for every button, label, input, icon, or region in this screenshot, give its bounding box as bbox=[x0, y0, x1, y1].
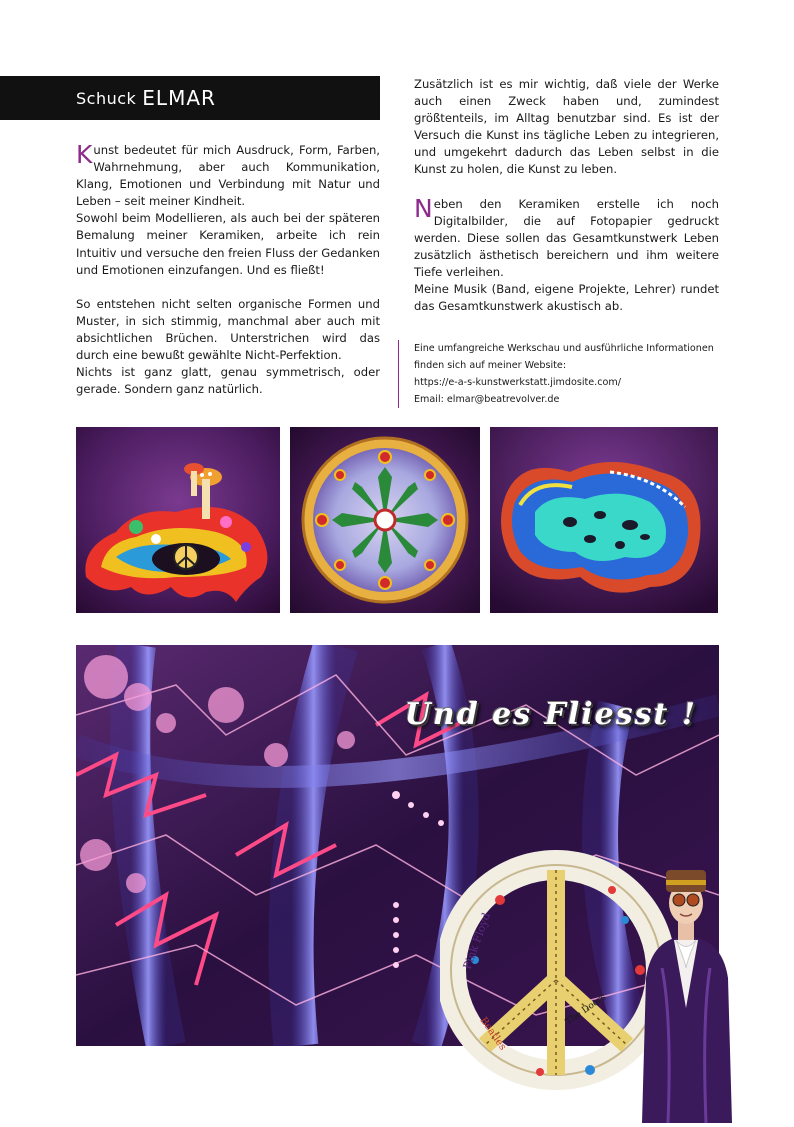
artist-portrait bbox=[632, 858, 740, 1123]
digital-paragraph bbox=[414, 193, 719, 281]
peace-text-pink-floyd: Pink Floyd bbox=[460, 910, 494, 972]
ceramic-photo-organic-dish bbox=[490, 427, 718, 613]
dropcap-n: N bbox=[414, 193, 433, 223]
right-text-column bbox=[414, 76, 719, 315]
peace-text-the-doors: The Doors bbox=[563, 992, 609, 1028]
modelling-paragraph: Sowohl beim Modellieren, als auch bei der späteren Bemalung meiner Keramiken, arbeite ich rein Intuitiv und versuche den freien Fluss der Gedanken und Emotionen einzufangen. Und es fließt! bbox=[76, 211, 380, 277]
info-line-2: finden sich auf meiner Website: bbox=[414, 360, 567, 371]
left-text-column bbox=[76, 142, 380, 398]
author-first-name: Schuck bbox=[76, 88, 137, 108]
ceramic-photo-mandala-plate bbox=[290, 427, 480, 613]
forms-paragraph: So entstehen nicht selten organische Formen und Muster, in sich stimmig, manchmal aber auch mit absichtlichen Brüchen. Unterstrichen wird das durch eine bewußt gewählte Nicht-Perfektion. bbox=[76, 296, 380, 363]
website-link[interactable]: https://e-a-s-kunstwerkstatt.jimdosite.com/ bbox=[414, 377, 621, 388]
ceramic-photo-peace-bowl bbox=[76, 427, 280, 613]
email-link[interactable]: Email: elmar@beatrevolver.de bbox=[414, 394, 560, 405]
info-line-1: Eine umfangreiche Werkschau und ausführliche Informationen bbox=[414, 343, 714, 354]
artwork-title: Und es Fliesst ! bbox=[404, 697, 697, 732]
purpose-paragraph: Zusätzlich ist es mir wichtig, daß viele der Werke auch einen Zweck haben und, zumindest größtenteils, im Alltag benutzbar sind. Es ist der Versuch die Kunst ins tägliche Leben zu integrieren, und umgekehrt dadurch das Leben selbst in die Kunst zu holen, die Kunst zu leben. bbox=[414, 77, 719, 177]
intro-paragraph bbox=[76, 142, 380, 210]
digital-text: eben den Keramiken erstelle ich noch Digitalbilder, die auf Fotopapier gedruckt werden. Diese sollen das Gesamtkunstwerk Leben zusätzlich ästhetisch bereichern und ihm weitere Tiefe verleihen. bbox=[414, 196, 719, 279]
music-paragraph: Meine Musik (Band, eigene Projekte, Lehrer) rundet das Gesamtkunstwerk akustisch ab. bbox=[414, 282, 719, 314]
nature-paragraph: Nichts ist ganz glatt, genau symmetrisch, oder gerade. Sondern ganz natürlich. bbox=[76, 365, 380, 397]
author-last-name: ELMAR bbox=[142, 86, 216, 110]
dropcap-k: K bbox=[76, 140, 93, 169]
author-header-bar bbox=[0, 76, 380, 120]
peace-text-beatles: Beatles bbox=[477, 1015, 509, 1053]
info-block bbox=[398, 340, 744, 408]
intro-text: unst bedeutet für mich Ausdruck, Form, Farben, Wahrnehmung, aber auch Kommunikation, Klang, Emotionen und Verbindung mit Natur und Leben – seit meiner Kindheit. bbox=[76, 143, 380, 209]
